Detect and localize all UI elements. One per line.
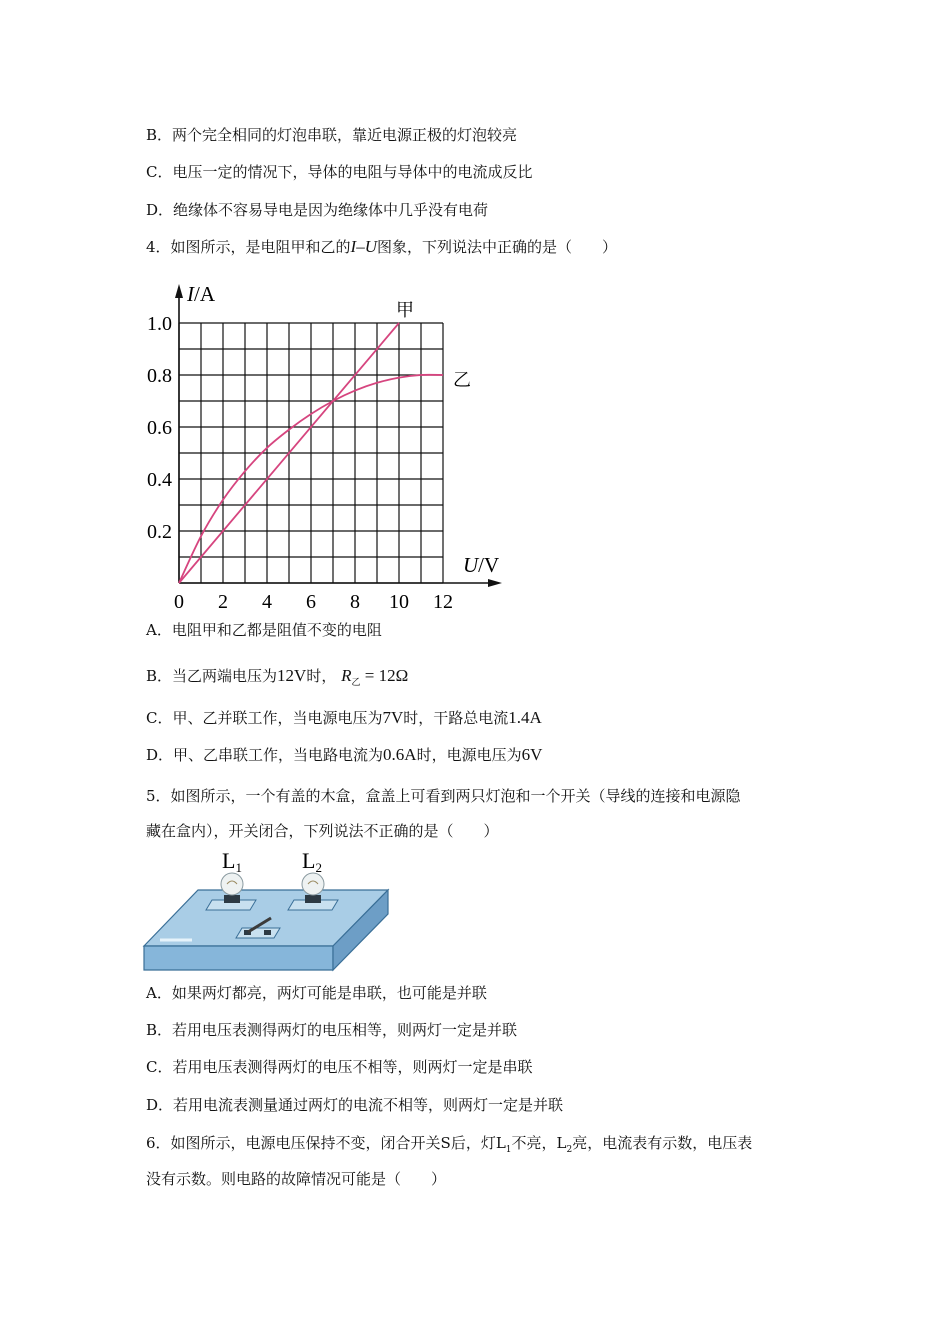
q4c-pre: C．甲、乙并联工作，当电源电压为 xyxy=(146,709,383,727)
wooden-box-figure xyxy=(140,848,395,976)
q4-math-u: U xyxy=(364,237,377,256)
graph-grid xyxy=(179,323,443,583)
q5-option-b: B．若用电压表测得两灯的电压相等，则两灯一定是并联 xyxy=(146,1021,518,1039)
q6-pre: 6．如图所示，电源电压保持不变，闭合开关S后，灯L xyxy=(146,1134,506,1152)
q6-post: 亮，电流表有示数，电压表 xyxy=(572,1134,753,1152)
q5-stem-line1: 5．如图所示，一个有盖的木盒，盒盖上可看到两只灯泡和一个开关（导线的连接和电源隐 xyxy=(146,787,741,805)
graph-axes xyxy=(175,284,502,587)
q4-stem-pre: 4．如图所示，是电阻甲和乙的 xyxy=(146,238,351,256)
x-tick-label: 6 xyxy=(306,591,316,613)
q5-option-d: D．若用电流表测量通过两灯的电流不相等，则两灯一定是并联 xyxy=(146,1096,564,1114)
q6-mid: 不亮，L xyxy=(511,1134,567,1152)
y-tick-label: 0.4 xyxy=(147,469,172,491)
q3-option-c: C．电压一定的情况下，导体的电阻与导体中的电流成反比 xyxy=(146,163,533,181)
q3-option-b: B．两个完全相同的灯泡串联，靠近电源正极的灯泡较亮 xyxy=(146,126,518,144)
q4c-voltage: 7V xyxy=(382,708,404,727)
q5-option-c: C．若用电压表测得两灯的电压不相等，则两灯一定是串联 xyxy=(146,1058,533,1076)
q4d-voltage: 6V xyxy=(521,745,543,764)
lamp-label-1: L1 xyxy=(222,848,242,875)
q4-math-dash: – xyxy=(356,237,365,256)
x-tick-label: 2 xyxy=(218,591,228,613)
q4-option-a: A．电阻甲和乙都是阻值不变的电阻 xyxy=(146,621,382,639)
q4-stem xyxy=(146,237,617,257)
q4b-sub: 乙 xyxy=(351,678,361,688)
q4b-eq: = 12Ω xyxy=(360,666,409,685)
x-tick-label: 8 xyxy=(350,591,360,613)
q4b-pre: B．当乙两端电压为 xyxy=(146,667,278,685)
iu-graph xyxy=(140,272,510,617)
y-tick-label: 0.8 xyxy=(147,365,172,387)
y-axis-label: I/A xyxy=(187,282,215,306)
graph-ticks xyxy=(147,313,453,613)
series-label-jia: 甲 xyxy=(396,300,414,321)
q4-stem-post: 图象，下列说法中正确的是（ ） xyxy=(377,238,618,256)
x-tick-label: 12 xyxy=(433,591,453,613)
q4b-mid: 时， xyxy=(306,667,337,685)
q4d-pre: D．甲、乙串联工作，当电路电流为 xyxy=(146,746,384,764)
y-axis-arrow xyxy=(175,284,183,298)
q6-sub2: 2 xyxy=(566,1145,573,1155)
q4b-voltage: 12V xyxy=(277,666,307,685)
q4d-current: 0.6A xyxy=(383,745,417,764)
q5-option-a: A．如果两灯都亮，两灯可能是串联，也可能是并联 xyxy=(146,984,487,1002)
q4c-current: 1.4A xyxy=(508,708,542,727)
q4-option-b xyxy=(146,666,408,693)
x-tick-label: 0 xyxy=(174,591,184,613)
q5-stem-line2: 藏在盒内），开关闭合，下列说法不正确的是（ ） xyxy=(146,822,499,840)
x-tick-label: 4 xyxy=(262,591,272,613)
q4d-mid: 时，电源电压为 xyxy=(416,746,522,764)
q4-option-c xyxy=(146,708,542,728)
y-tick-label: 0.2 xyxy=(147,521,172,543)
x-tick-label: 10 xyxy=(389,591,409,613)
q4b-r: R xyxy=(341,666,352,685)
q6-stem-line1 xyxy=(146,1133,752,1160)
series-label-yi: 乙 xyxy=(453,370,471,391)
q6-stem-line2: 没有示数。则电路的故障情况可能是（ ） xyxy=(146,1170,447,1188)
lamp-label-2: L2 xyxy=(302,848,322,875)
y-tick-label: 0.6 xyxy=(147,417,172,439)
q4-math-i: I xyxy=(350,237,357,256)
q3-option-d: D．绝缘体不容易导电是因为绝缘体中几乎没有电荷 xyxy=(146,201,489,219)
q4c-mid: 时，干路总电流 xyxy=(403,709,509,727)
y-tick-label: 1.0 xyxy=(147,313,172,335)
q4-option-d xyxy=(146,745,542,765)
x-axis-label: U/V xyxy=(463,553,500,577)
x-axis-arrow xyxy=(488,579,502,587)
q6-sub1: 1 xyxy=(505,1145,512,1155)
